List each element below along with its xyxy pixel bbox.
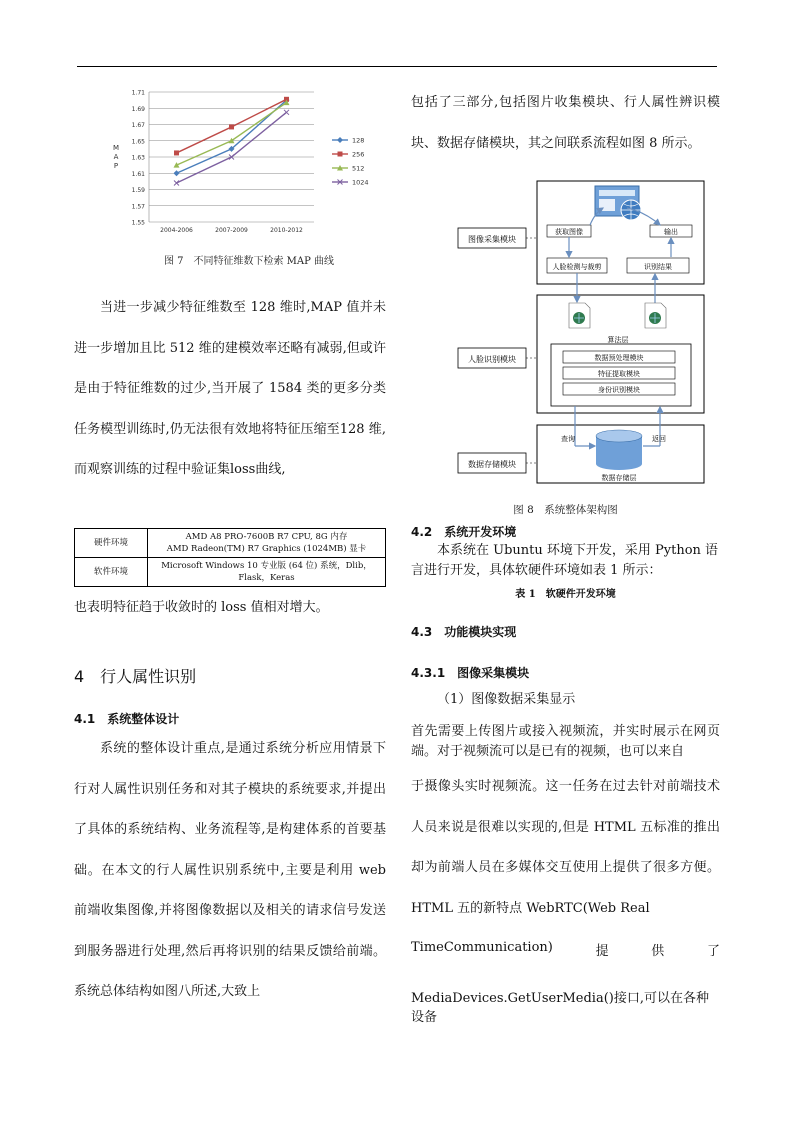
table-cell-line: AMD Radeon(TM) R7 Graphics (1024MB) 显卡 [166,544,367,554]
output-label: 输出 [664,228,678,236]
y-tick-label: 1.59 [131,187,145,194]
right-paragraph-0: 包括了三部分,包括图片收集模块、行人属性辨识模块、数据存储模块，其之间联系流程如图 8 所示。 [411,95,720,151]
y-tick-label: 1.63 [131,154,145,162]
y-tick-label: 1.55 [131,219,145,227]
section-41-heading: 4.1 系统整体设计 [74,712,180,726]
module-label: 数据存储模块 [468,460,516,469]
module-label: 人脸识别模块 [468,355,516,364]
return-label: 返回 [652,435,666,443]
right-paragraph-431a: 首先需要上传图片或接入视频流，并实时展示在网页端。对于视频流可以是已有的视频，也可以来自 [411,724,720,759]
table-cell: 硬件环境 [75,529,148,558]
module-label: 图像采集模块 [468,235,516,244]
section-431-heading: 4.3.1 图像采集模块 [411,666,530,680]
legend-label: 1024 [352,178,369,187]
y-axis-label: M [112,144,120,152]
legend-label: 512 [352,164,365,173]
detect-label: 人脸检测与裁剪 [552,263,602,271]
webpage-icon [595,186,641,220]
text-fragment: 提 [595,944,609,959]
legend-label: 128 [352,136,365,145]
table-cell-line: AMD A8 PRO-7600B R7 CPU, 8G 内存 [185,532,348,542]
table-cell [148,558,386,587]
series-line [177,100,287,173]
fig7-chart [104,84,394,244]
x-tick-label: 2010-2012 [270,227,303,234]
table-cell-line: Flask，Keras [238,573,295,583]
left-paragraph-2: 也表明特征趋于收敛时的 loss 值相对增大。 [74,600,329,615]
table-cell: 软件环境 [75,558,148,587]
left-paragraph-1: 当进一步减少特征维数至 128 维时,MAP 值并未进一步增加且比 512 维的建模效率还略有减弱,但或许是由于特征维数的过少,当开展了 1584 类的更多分类任务模型训练时,仍无法很有效地将特征压缩至128 维,而观察训练的过程中验证集loss曲线, [74,300,386,477]
section-4-heading: 4 行人属性识别 [74,667,197,686]
database-icon [596,430,642,470]
right-paragraph-42: 本系统在 Ubuntu 环境下开发，采用 Python 语言进行开发，具体软硬件环境如表 1 所示： [411,543,719,578]
table1-caption: 表 1 软硬件开发环境 [515,589,616,600]
query-label: 查询 [561,435,575,443]
fig8-caption: 图 8 系统整体架构图 [513,504,618,516]
capture-label: 获取图像 [555,228,583,236]
data-point [174,150,179,155]
header-rule [77,66,717,67]
series-line [177,103,287,166]
x-tick-label: 2004-2006 [160,227,193,234]
legend-marker [338,152,343,157]
table-row [75,529,386,558]
table-cell [148,529,386,558]
y-tick-label: 1.57 [131,203,145,211]
item-1: （1）图像数据采集显示 [437,692,576,707]
document-globe-icon [569,303,590,328]
data-point [229,124,234,129]
env-table [74,528,386,587]
data-point [284,110,289,115]
ident-label: 身份识别模块 [598,386,640,394]
left-paragraph-3: 系统的整体设计重点,是通过系统分析应用情景下行对人属性识别任务和对其子模块的系统要求,并提出了具体的系统结构、业务流程等,是构建体系的首要基础。在本文的行人属性识别系统中,主要是利用 web 前端收集图像,并将图像数据以及相关的请求信号发送到服务器进行处理,然后再将识别的结果反馈给前端。系统总体结构如图八所述,大致上 [74,741,386,999]
table-row [75,558,386,587]
algo-label: 算法层 [607,336,629,344]
right-paragraph-431d: MediaDevices.GetUserMedia()接口,可以在各种设备 [411,991,709,1025]
pre-label: 数据预处理模块 [594,354,644,362]
y-tick-label: 1.67 [131,122,145,129]
y-tick-label: 1.69 [131,105,145,113]
feat-label: 特征提取模块 [598,370,640,378]
y-axis-label: P [113,162,119,170]
result-label: 识别结果 [644,263,672,271]
data-point [174,170,180,176]
y-axis-label: A [113,153,119,161]
section-42-heading: 4.2 系统开发环境 [411,525,517,539]
text-fragment: 供 [651,944,665,959]
y-tick-label: 1.61 [131,170,145,178]
data-point [174,181,179,186]
y-tick-label: 1.65 [131,138,145,146]
text-fragment: 了 [706,944,720,959]
text-fragment: TimeCommunication) [411,940,553,955]
x-tick-label: 2007-2009 [215,227,248,234]
section-43-heading: 4.3 功能模块实现 [411,625,517,639]
db-label: 数据存储层 [601,474,637,482]
document-globe-icon [645,303,666,328]
y-tick-label: 1.71 [131,89,145,97]
fig7-caption: 图 7 不同特征维数下检索 MAP 曲线 [163,256,335,267]
table-cell-line: Microsoft Windows 10 专业版 (64 位) 系统，Dlib， [161,561,372,571]
legend-label: 256 [352,150,365,159]
legend-marker [337,137,343,143]
right-paragraph-431b: 于摄像头实时视频流。这一任务在过去针对前端技术人员来说是很难以实现的,但是 HTML 五标准的推出却为前端人员在多媒体交互使用上提供了很多方便。HTML 五的新特点 WebRTC(Web Real [411,779,720,916]
fig8-diagram [455,178,710,488]
